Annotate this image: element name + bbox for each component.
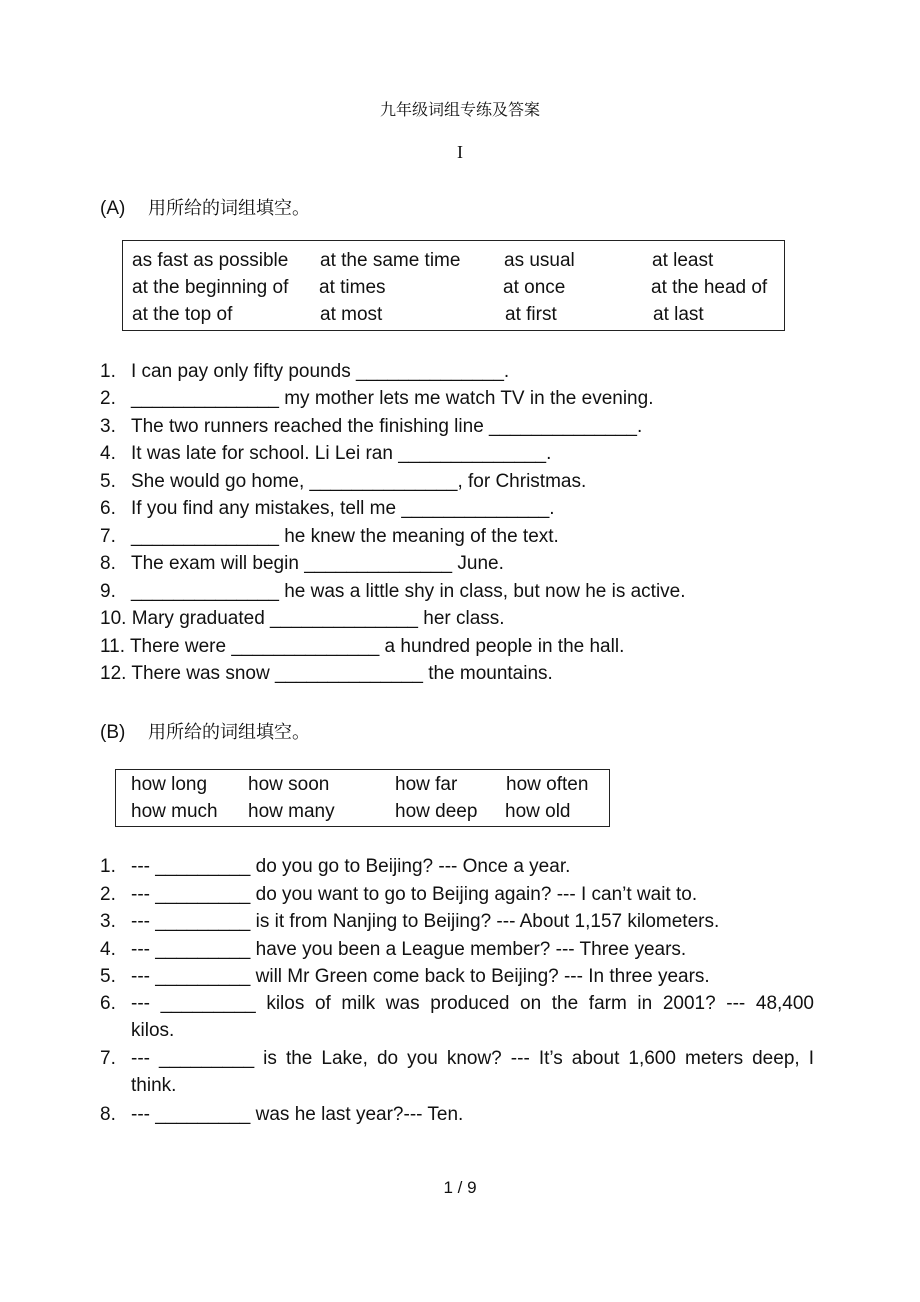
phrase-a: at once	[503, 277, 566, 298]
phrase-b: how deep	[395, 801, 478, 822]
phrase-b: how soon	[248, 774, 330, 795]
section-a-heading	[100, 194, 310, 220]
phrase-a: at times	[319, 277, 386, 298]
phrase-a: at the head of	[651, 277, 768, 298]
question-b-continuation: think.	[131, 1075, 177, 1096]
question-a: 10. Mary graduated ______________ her class.	[100, 608, 505, 629]
phrase-b: how many	[248, 801, 335, 822]
phrase-b: how long	[131, 774, 208, 795]
section-b-heading	[100, 718, 310, 744]
phrase-a: at first	[505, 304, 557, 325]
phrase-b: how old	[505, 801, 571, 822]
page-number: 1 / 9	[443, 1178, 477, 1197]
phrase-b: how much	[131, 801, 218, 822]
question-a: 12. There was snow ______________ the mountains.	[100, 663, 553, 684]
phrase-b: how far	[395, 774, 458, 795]
section-b-instruction: 用所给的词组填空。	[148, 722, 310, 743]
phrase-b: how often	[506, 774, 589, 795]
question-a: 11. There were ______________ a hundred people in the hall.	[100, 636, 625, 657]
section-a-instruction: 用所给的词组填空。	[148, 198, 310, 219]
phrase-a: as usual	[504, 250, 575, 271]
phrase-a: at the same time	[320, 250, 461, 271]
phrase-box-b	[115, 769, 610, 827]
section-a-label: (A)	[100, 198, 126, 219]
phrase-box-a	[122, 240, 785, 331]
document-title: 九年级词组专练及答案	[379, 100, 540, 119]
phrase-a: at last	[653, 304, 704, 325]
phrase-a: at the top of	[132, 304, 233, 325]
phrase-a: at the beginning of	[132, 277, 289, 298]
section-number: I	[457, 142, 463, 162]
phrase-a: at least	[652, 250, 714, 271]
phrase-a: as fast as possible	[132, 250, 289, 271]
section-b-label: (B)	[100, 722, 126, 743]
question-b-continuation: kilos.	[131, 1020, 175, 1041]
phrase-a: at most	[320, 304, 383, 325]
